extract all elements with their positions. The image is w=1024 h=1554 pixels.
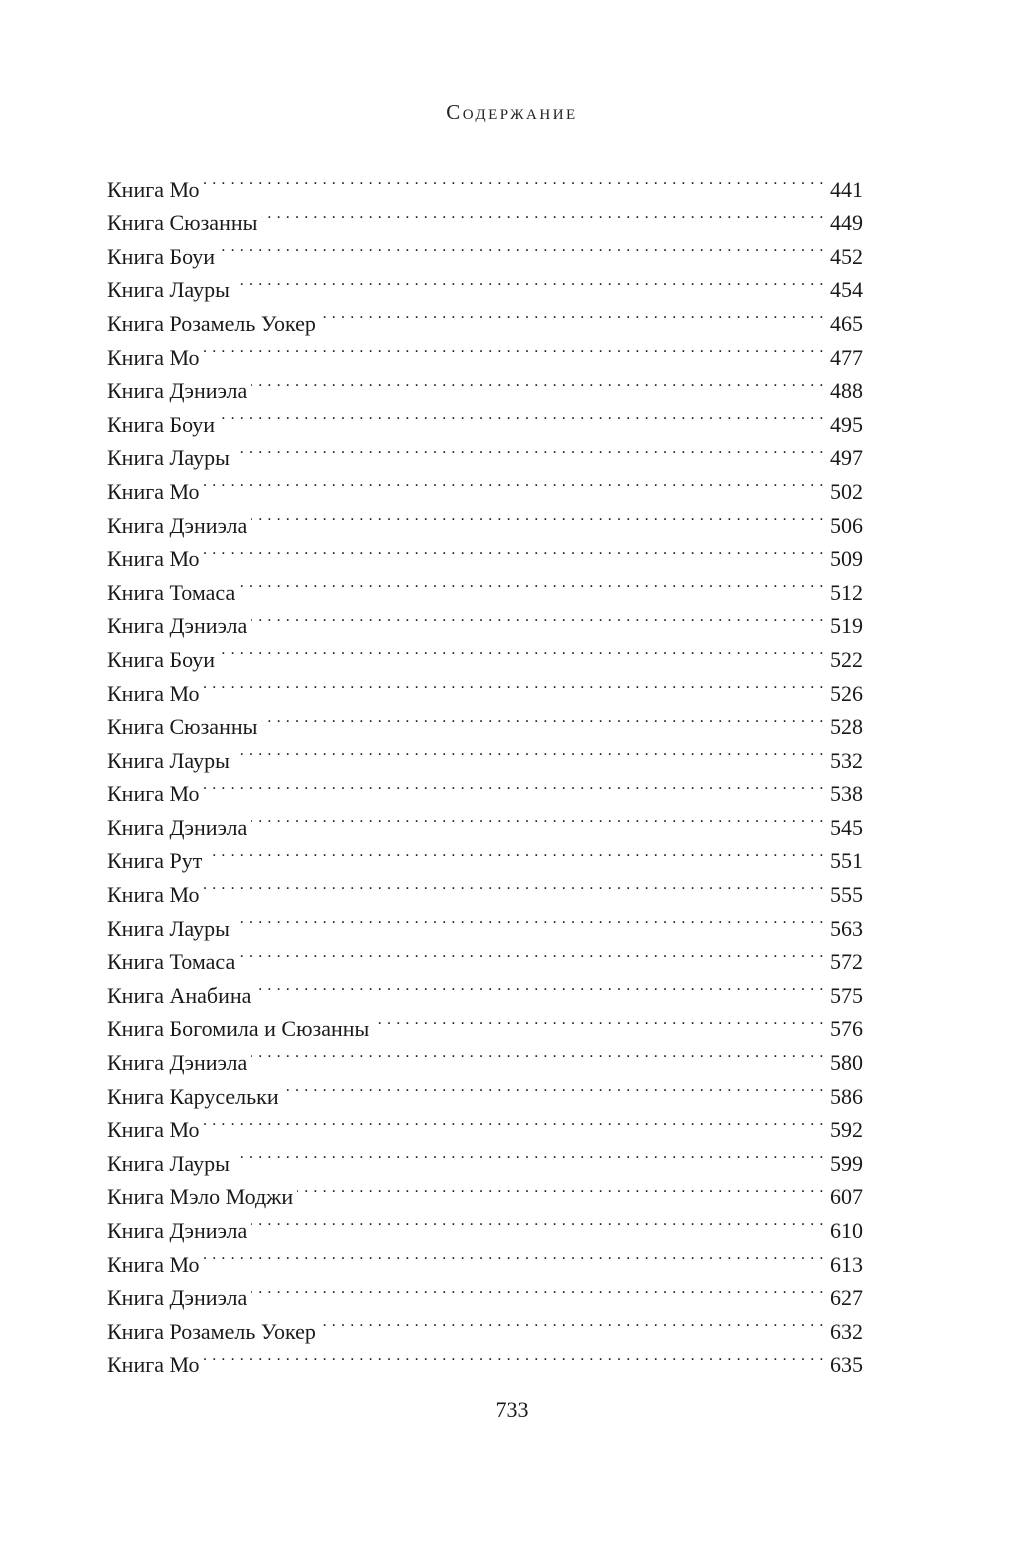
toc-dot-leader	[297, 1171, 824, 1205]
toc-entry	[107, 197, 863, 236]
toc-entry	[107, 902, 863, 941]
toc-entry-title: Книга Сюзанны	[107, 210, 258, 236]
toc-entry-page: 551	[830, 848, 863, 874]
toc-entry-page: 465	[830, 310, 863, 336]
toc-entry-page: 545	[830, 814, 863, 840]
toc-entry-title: Книга Карусельки	[107, 1083, 279, 1109]
toc-dot-leader	[251, 801, 824, 835]
toc-entry-title: Книга Дэниэла	[107, 1050, 248, 1076]
toc-entry	[107, 633, 863, 672]
toc-entry	[107, 264, 863, 303]
toc-entry-page: 449	[830, 210, 863, 236]
toc-dot-leader	[234, 902, 824, 936]
toc-entry	[107, 868, 863, 908]
toc-entry-title: Книга Мо	[107, 176, 200, 202]
toc-entry-title: Книга Дэниэла	[107, 814, 248, 840]
toc-entry-title: Книга Мо	[107, 1251, 200, 1277]
toc-dot-leader	[204, 768, 824, 802]
toc-entry-title: Книга Лауры	[107, 277, 230, 303]
toc-entry-page: 576	[830, 1016, 863, 1042]
toc-entry-page: 555	[830, 882, 863, 908]
toc-dot-leader	[251, 1204, 824, 1238]
toc-entry	[107, 1272, 863, 1311]
toc-dot-leader	[261, 197, 824, 231]
toc-entry	[107, 1238, 863, 1277]
toc-entry-page: 488	[830, 378, 863, 404]
toc-entry-page: 538	[830, 781, 863, 807]
toc-dot-leader	[251, 365, 824, 399]
toc-entry-page: 599	[830, 1150, 863, 1176]
toc-entry-page: 519	[830, 613, 863, 639]
toc-entry-page: 506	[830, 512, 863, 538]
toc-dot-leader	[219, 230, 824, 264]
toc-entry	[107, 768, 863, 807]
toc-entry-title: Книга Дэниэла	[107, 613, 248, 639]
toc-entry-title: Книга Дэниэла	[107, 1285, 248, 1311]
toc-dot-leader	[261, 701, 824, 735]
toc-dot-leader	[204, 667, 824, 701]
toc-entry-page: 502	[830, 478, 863, 504]
toc-entry	[107, 701, 863, 740]
toc-entry	[107, 533, 863, 572]
toc-dot-leader	[204, 533, 824, 567]
toc-entry-page: 526	[830, 680, 863, 706]
toc-entry-page: 592	[830, 1117, 863, 1143]
toc-dot-leader	[234, 264, 824, 298]
toc-dot-leader	[206, 835, 824, 869]
toc-dot-leader	[234, 432, 824, 466]
toc-dot-leader	[204, 1104, 824, 1138]
toc-dot-leader	[239, 566, 824, 600]
toc-dot-leader	[204, 868, 824, 902]
toc-dot-leader	[219, 633, 824, 667]
toc-entry	[107, 801, 863, 840]
toc-entry-page: 509	[830, 546, 863, 572]
toc-dot-leader	[251, 1036, 824, 1070]
toc-entry-title: Книга Дэниэла	[107, 1218, 248, 1243]
toc-dot-leader	[204, 163, 824, 197]
toc-entry	[107, 499, 863, 538]
toc-entry-title: Книга Рут	[107, 848, 203, 874]
toc-entry	[107, 667, 863, 706]
toc-entry-page: 452	[830, 243, 863, 269]
toc-entry-title: Книга Мо	[107, 680, 200, 706]
toc-entry-page: 627	[830, 1285, 863, 1311]
toc-entry-title: Книга Дэниэла	[107, 512, 248, 538]
toc-entry-page: 613	[830, 1251, 863, 1277]
toc-dot-leader	[320, 1305, 824, 1339]
toc-entry-title: Книга Боуи	[107, 243, 216, 269]
toc-entry-page: 635	[830, 1352, 863, 1378]
toc-entry-page: 532	[830, 747, 863, 773]
toc-entry-title: Книга Анабина	[107, 982, 252, 1008]
toc-dot-leader	[204, 1339, 824, 1373]
toc-entry-page: 512	[830, 579, 863, 605]
toc-entry-title: Книга Мо	[107, 882, 200, 908]
toc-entry-page: 495	[830, 411, 863, 437]
toc-entry-page: 441	[830, 176, 863, 202]
toc-entry-title: Книга Томаса	[107, 949, 236, 975]
running-head: Содержание	[446, 100, 578, 124]
toc-entry	[107, 365, 863, 404]
toc-dot-leader	[204, 331, 824, 365]
toc-entry	[107, 230, 863, 269]
toc-dot-leader	[234, 1137, 824, 1171]
toc-entry	[107, 1137, 863, 1176]
toc-entry-title: Книга Томаса	[107, 579, 236, 605]
toc-entry	[107, 465, 863, 504]
toc-entry-page: 607	[830, 1184, 863, 1210]
toc-entry-title: Книга Розамель Уокер	[107, 310, 316, 336]
toc-entry	[107, 398, 863, 437]
toc-entry-title: Книга Мо	[107, 781, 200, 807]
toc-entry-title: Книга Мо	[107, 1117, 200, 1143]
toc-entry-title: Книга Сюзанны	[107, 714, 258, 740]
toc-dot-leader	[373, 1003, 824, 1037]
toc-entry-title: Книга Мо	[107, 478, 200, 504]
toc-entry	[107, 566, 863, 605]
toc-entry-page: 497	[830, 445, 863, 471]
toc-entry-title: Книга Богомила и Сюзанны	[107, 1016, 370, 1042]
toc-entry-title: Книга Лауры	[107, 1150, 230, 1176]
toc-entry	[107, 835, 863, 874]
toc-dot-leader	[219, 398, 824, 432]
toc-entry-title: Книга Лауры	[107, 747, 230, 773]
toc-entry-page: 454	[830, 277, 863, 303]
page-number: 733	[495, 1397, 529, 1422]
toc-dot-leader	[251, 600, 824, 634]
toc-entry-page: 477	[830, 344, 863, 370]
toc-entry	[107, 163, 863, 202]
toc-entry-page: 575	[830, 982, 863, 1008]
toc-entry-title: Книга Дэниэла	[107, 378, 248, 404]
toc-entry-title: Книга Розамель Уокер	[107, 1318, 316, 1344]
toc-entry-page: 528	[830, 714, 863, 740]
toc-entry-title: Книга Боуи	[107, 646, 216, 672]
toc-dot-leader	[251, 499, 824, 533]
toc-entry-title: Книга Лауры	[107, 915, 230, 941]
toc-entry-title: Книга Мо	[107, 344, 200, 370]
toc-dot-leader	[204, 465, 824, 499]
toc-entry-page: 522	[830, 646, 863, 672]
toc-entry-page: 563	[830, 915, 863, 941]
toc-dot-leader	[239, 936, 824, 970]
toc-entry-title: Книга Мэло Моджи	[107, 1184, 294, 1210]
toc-entry	[107, 1339, 863, 1378]
toc-entry	[107, 331, 863, 370]
toc-entry-title: Книга Боуи	[107, 411, 216, 437]
toc-entry-page: 580	[830, 1050, 863, 1076]
toc-entry	[107, 1104, 863, 1143]
toc-entry-page: 632	[830, 1318, 863, 1344]
toc-entry-title: Книга Мо	[107, 1352, 200, 1378]
toc-dot-leader	[204, 1238, 824, 1272]
toc-entry-title: Книга Мо	[107, 546, 200, 572]
toc-entry-page: 572	[830, 949, 863, 975]
toc-entry	[107, 432, 863, 471]
toc-entry-page: 610	[830, 1218, 863, 1243]
toc-entry-page: 586	[830, 1083, 863, 1109]
toc-dot-leader	[283, 1070, 824, 1104]
table-of-contents	[107, 163, 863, 1378]
toc-dot-leader	[255, 969, 824, 1003]
toc-dot-leader	[320, 297, 824, 331]
toc-dot-leader	[234, 734, 824, 768]
toc-entry-title: Книга Лауры	[107, 445, 230, 471]
toc-dot-leader	[251, 1272, 824, 1306]
